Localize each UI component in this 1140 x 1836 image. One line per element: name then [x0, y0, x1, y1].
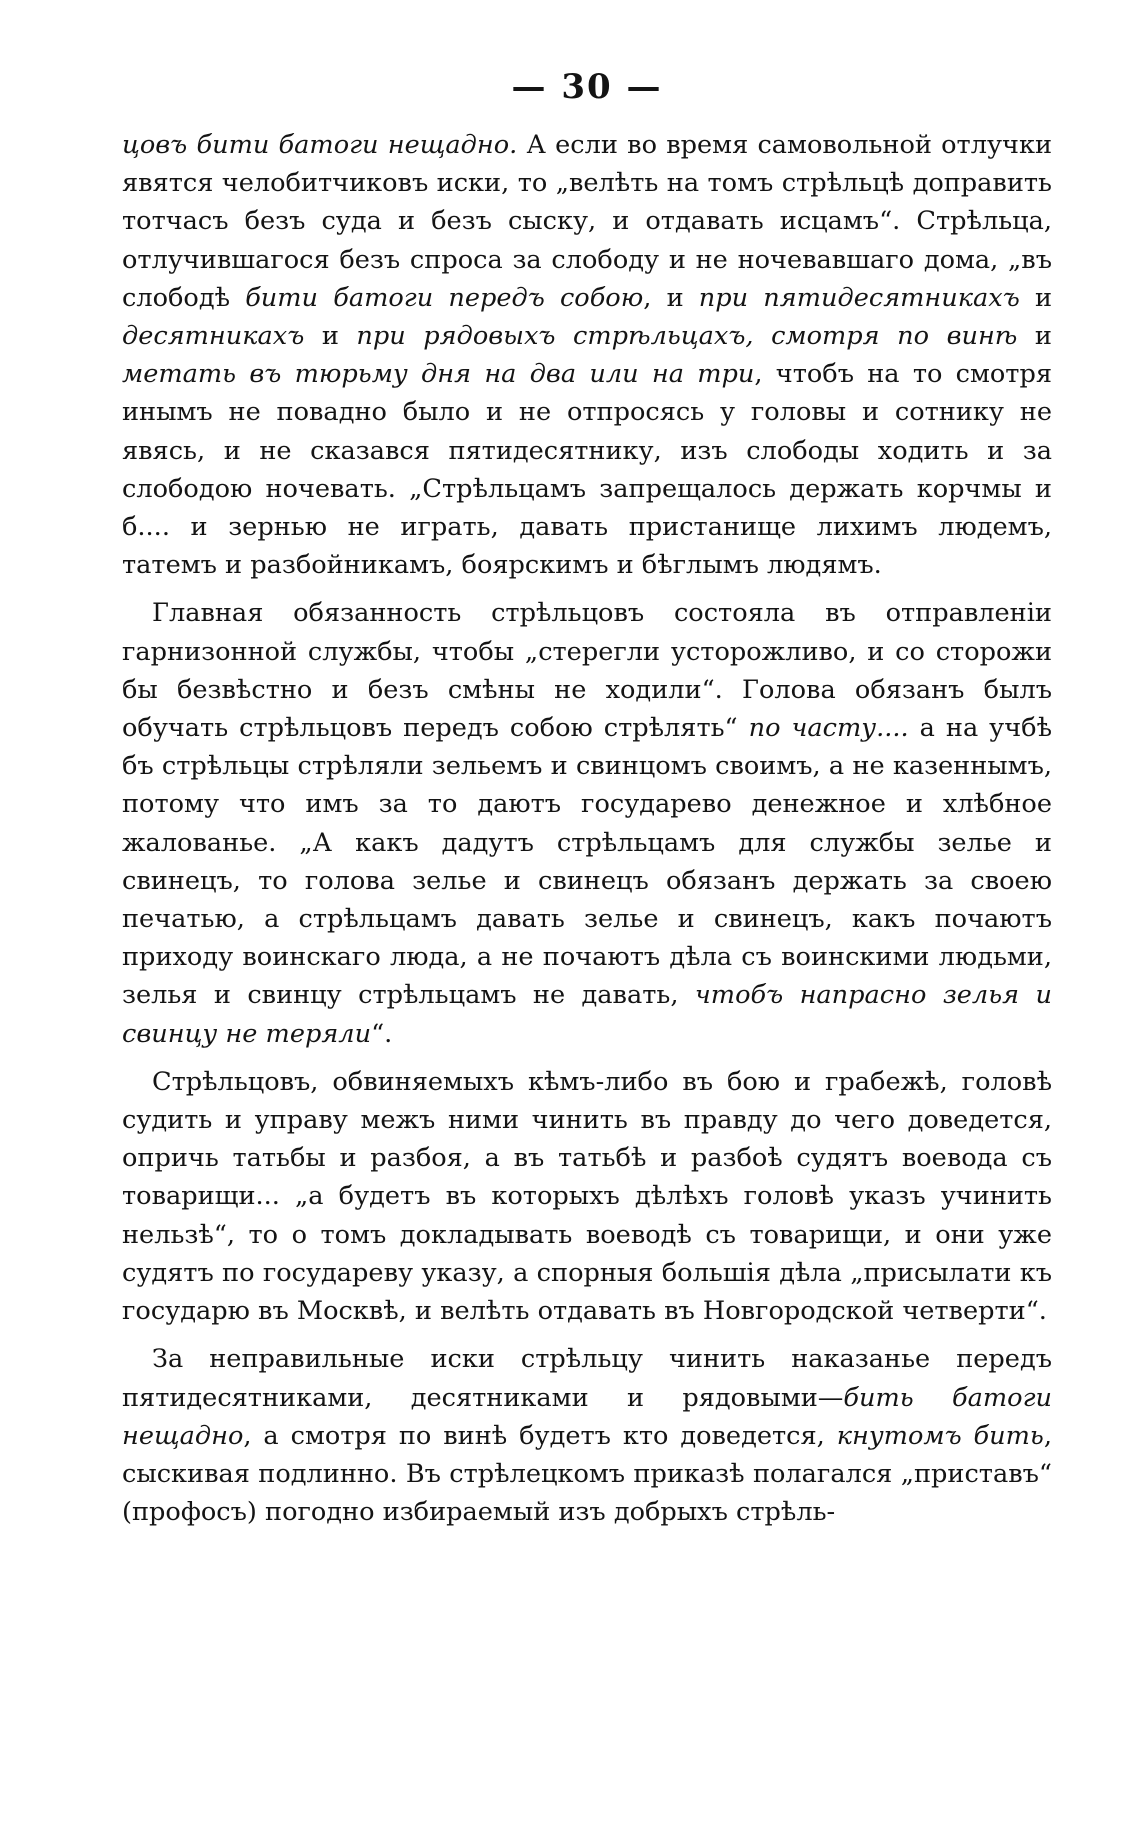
- italic-text-segment: по часту....: [748, 713, 909, 744]
- text-segment: За неправильные иски стрѣльцу чинить наказанье передъ пятидесятниками, десятниками и рядовыми—: [122, 1344, 1052, 1413]
- text-segment: “.: [371, 1018, 393, 1049]
- paragraph: [122, 126, 1052, 584]
- italic-text-segment: бити батоги передъ собою: [245, 282, 644, 313]
- paragraph: [122, 1340, 1052, 1531]
- italic-text-segment: десятникахъ: [122, 321, 305, 352]
- document-page: [122, 62, 1052, 1812]
- text-segment: , и: [643, 282, 699, 313]
- text-segment: и: [1019, 282, 1053, 313]
- text-segment: , сыскивая подлинно. Въ стрѣлецкомъ приказѣ полагался „приставъ“ (профосъ) погодно избираемый изъ добрыхъ стрѣль-: [122, 1420, 1053, 1528]
- paragraph: [122, 1063, 1052, 1330]
- text-segment: и: [304, 321, 357, 352]
- text-segment: Стрѣльцовъ, обвиняемыхъ кѣмъ-либо въ бою и грабежѣ, головѣ судить и управу межъ ними чинить въ правду до чего доведется, опричь татьбы и разбоя, а въ татьбѣ и разбоѣ судятъ воевода съ товарищи... „а будетъ въ которыхъ дѣлѣхъ головѣ указъ учинить нельзѣ“, то о томъ докладывать воеводѣ съ товарищи, и они уже судятъ по государеву указу, а спорныя большія дѣла „присылати къ государю въ Москвѣ, и велѣть отдавать въ Новгородской четверти“.: [122, 1066, 1052, 1327]
- text-segment: а на учбѣ бъ стрѣльцы стрѣляли зельемъ и свинцомъ своимъ, а не казеннымъ, потому что имъ за то даютъ государево денежное и хлѣбное жалованье. „А какъ дадутъ стрѣльцамъ для службы зелье и свинецъ, то голова зелье и свинецъ обязанъ держать за своею печатью, а стрѣльцамъ давать зелье и свинецъ, какъ почаютъ приходу воинскаго люда, а не почаютъ дѣла съ воинскими людьми, зелья и свинцу стрѣльцамъ не давать,: [122, 713, 1053, 1011]
- italic-text-segment: бить батоги нещадно: [122, 1382, 1052, 1451]
- italic-text-segment: при рядовыхъ стрѣльцахъ, смотря по винѣ: [356, 321, 1018, 352]
- italic-text-segment: цовъ бити батоги нещадно.: [122, 130, 518, 160]
- text-segment: А если во время самовольной отлучки явятся челобитчиковъ иски, то „велѣть на томъ стрѣльцѣ доправить тотчасъ безъ суда и безъ сыску, и отдавать исцамъ“. Стрѣльца, отлучившагося безъ спроса за слободу и не ночевавшаго дома, „въ слободѣ: [122, 130, 1053, 313]
- paragraph: [122, 594, 1052, 1052]
- text-segment: , чтобъ на то смотря инымъ не повадно было и не отпросясь у головы и сотнику не явясь, и не сказався пятидесятнику, изъ слободы ходить и за слободою ночевать. „Стрѣльцамъ запрещалось держать корчмы и б.... и зернью не играть, давать пристанище лихимъ людемъ, татемъ и разбойникамъ, боярскимъ и бѣглымъ людямъ.: [122, 359, 1052, 581]
- text-segment: и: [1017, 321, 1052, 352]
- italic-text-segment: кнутомъ бить: [836, 1420, 1044, 1451]
- text-segment: , а смотря по винѣ будетъ кто доведется,: [243, 1420, 837, 1451]
- page-number: — 30 —: [511, 67, 663, 107]
- body-text: [122, 126, 1052, 1531]
- italic-text-segment: метать въ тюрьму дня на два или на три: [122, 359, 755, 390]
- italic-text-segment: при пятидесятникахъ: [698, 282, 1020, 313]
- text-segment: Главная обязанность стрѣльцовъ состояла въ отправленіи гарнизонной службы, чтобы „стерегли усторожливо, и со сторожи бы безвѣстно и безъ смѣны не ходили“. Голова обязанъ былъ обучать стрѣльцовъ передъ собою стрѣлять“: [122, 598, 1052, 744]
- italic-text-segment: чтобъ напрасно зелья и свинцу не теряли: [122, 980, 1052, 1049]
